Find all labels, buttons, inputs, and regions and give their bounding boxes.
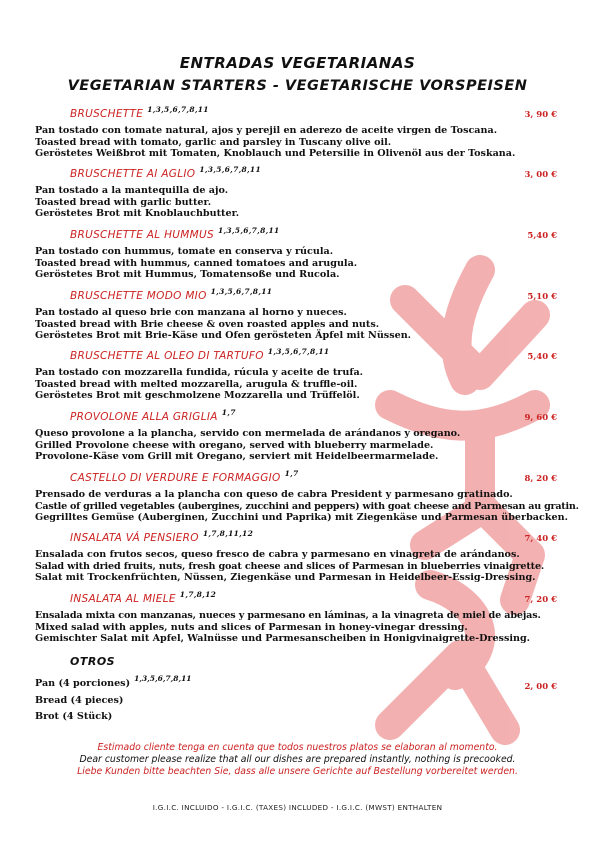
item-price: 5,40 € [527,352,557,362]
item-price: 7, 40 € [524,534,557,544]
item-name: BRUSCHETTE AL OLEO DI TARTUFO $^{1,3,5,6,7,8,11}$ [70,347,330,362]
item-price: 3, 90 € [524,110,557,120]
item-name: INSALATA AL MIELE $^{1,7,8,12}$ [70,590,217,605]
notice-es: Estimado cliente tenga en cuenta que todos nuestros platos se elaboran al momento. [97,742,498,753]
item-name: BRUSCHETTE AI AGLIO $^{1,3,5,6,7,8,11}$ [70,165,261,180]
item-price: 7, 20 € [524,595,557,605]
item-description: Prensado de verduras a la plancha con queso de cabra President y parmesano gratinado. Castle of grilled vegetables (aubergines, zucchini and peppers) with goat cheese and Parmesan au gratin. Gegrilltes Gemüse (Auberginen, Zucchini und Paprika) mit Ziegenkäse und Parmesan überbacken. [35,489,579,524]
page-subtitle: VEGETARIAN STARTERS - VEGETARISCHE VORSPEISEN [67,78,528,94]
item-description: Pan tostado con mozzarella fundida, rúcula y aceite de trufa. Toasted bread with melted mozzarella, arugula & truffle-oil. Geröstetes Brot mit geschmolzene Mozzarella und Trüffelöl. [35,367,364,402]
item-name: PROVOLONE ALLA GRIGLIA $^{1,7}$ [70,408,236,423]
allergen-codes: 1,3,5,6,7,8,11 [199,165,261,174]
item-price: 9, 60 € [524,413,557,423]
item-description: Ensalada con frutos secos, queso fresco de cabra y parmesano en vinagreta de arándanos. Salad with dried fruits, nuts, fresh goat cheese and slices of Parmesan in blueberries vinaigrette. Salat mit Trockenfrüchten, Nüssen, Ziegenkäse und Parmesan in Heidelbeer-Essig-Dressing. [35,549,545,584]
item-name: CASTELLO DI VERDURE E FORMAGGIO $^{1,7}$ [70,469,299,484]
item-description: Pan tostado con tomate natural, ajos y perejil en aderezo de aceite virgen de Toscana. Toasted bread with tomato, garlic and parsley in Tuscany olive oil. Geröstetes Weißbrot mit Tomaten, Knoblauch und Petersilie in Olivenöl aus der Toskana. [35,125,516,160]
page-title: ENTRADAS VEGETARIANAS [179,54,416,72]
item-name: BRUSCHETTE $^{1,3,5,6,7,8,11}$ [70,105,209,120]
allergen-codes: 1,7,8,11,12 [202,529,254,538]
allergen-codes: 1,3,5,6,7,8,11 [210,287,273,296]
customer-notice [0,742,595,779]
item-description: Pan tostado a la mantequilla de ajo. Toasted bread with garlic butter. Geröstetes Brot mit Knoblauchbutter. [35,185,240,220]
item-price: 8, 20 € [524,474,557,484]
allergen-codes: 1,3,5,6,7,8,11 [134,674,192,683]
allergen-codes: 1,7 [284,469,299,478]
item-price: 3, 00 € [524,170,557,180]
allergen-codes: 1,7,8,12 [179,590,217,599]
section-title-otros: OTROS [70,655,116,668]
allergen-codes: 1,3,5,6,7,8,11 [267,347,330,356]
allergen-codes: 1,7 [221,408,236,417]
allergen-codes: 1,3,5,6,7,8,11 [217,226,280,235]
notice-de: Liebe Kunden bitte beachten Sie, dass alle unsere Gerichte auf Bestellung vorbereitet werden. [77,766,518,778]
item-description: Pan tostado con hummus, tomate en conserva y rúcula. Toasted bread with hummus, canned tomatoes and arugula. Geröstetes Brot mit Hummus, Tomatensoße und Rucola. [35,246,358,281]
pan-line-en: Bread (4 pieces) [35,694,124,706]
item-name: BRUSCHETTE AL HUMMUS $^{1,3,5,6,7,8,11}$ [70,226,280,241]
item-name: INSALATA VÁ PENSIERO $^{1,7,8,11,12}$ [70,529,254,544]
tax-footer: I.G.I.C. INCLUIDO - I.G.I.C. (TAXES) INCLUDED - I.G.I.C. (MWST) ENTHALTEN [152,803,443,812]
item-description: Queso provolone a la plancha, servido con mermelada de arándanos y oregano. Grilled Provolone cheese with oregano, served with blueberry marmelade. Provolone-Käse vom Grill mit Oregano, serviert mit Heidelbeermarmelade. [35,428,461,463]
pan-line-de: Brot (4 Stück) [35,711,113,722]
item-name: BRUSCHETTE MODO MIO $^{1,3,5,6,7,8,11}$ [70,287,273,302]
item-price: 5,10 € [527,292,557,302]
menu-item-pan [35,676,557,726]
pan-line-es: Pan (4 porciones) $^{1,3,5,6,7,8,11}$ [35,674,192,689]
item-description: Ensalada mixta con manzanas, nueces y parmesano en láminas, a la vinagreta de miel de abejas. Mixed salad with apples, nuts and slices of Parmesan in honey-vinegar dressing. Gemischter Salat mit Apfel, Walnüsse und Parmesanscheiben in Honigvinaigrette-Dressing. [35,610,541,645]
notice-en: Dear customer please realize that all our dishes are prepared instantly, nothing is precooked. [79,754,516,766]
item-price: 5,40 € [527,231,557,241]
item-price: 2, 00 € [524,682,557,692]
item-description: Pan tostado al queso brie con manzana al horno y nueces. Toasted bread with Brie cheese & oven roasted apples and nuts. Geröstetes Brot mit Brie-Käse und Ofen gerösteten Äpfel mit Nüssen. [35,307,412,342]
allergen-codes: 1,3,5,6,7,8,11 [147,105,209,114]
